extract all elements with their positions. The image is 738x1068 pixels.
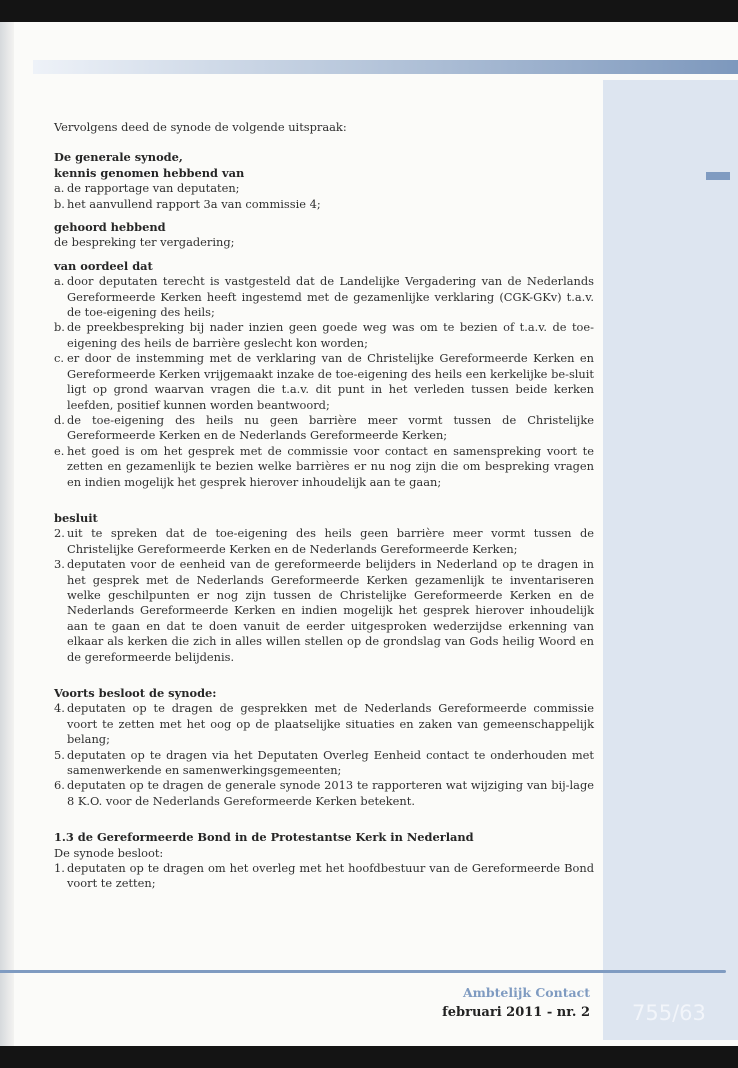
document-body: [54, 120, 594, 892]
list-item: 3. deputaten voor de eenheid van de gereformeerde belijders in Nederland op te dragen in het gesprek met de Nederlands Gereformeerde Kerken gezamenlijk te inventariseren welke geschilpunten er nog zijn tussen de Christelijke Gereformeerde Kerken en de Nederlands Gereformeerde Kerken en indien mogelijk het gesprek hierover inhoudelijk aan te gaan en dat te doen vanuit de eerder uitgesproken wederzijdse erkenning van elkaar als kerken die zich in alles willen stellen op de grondslag van Gods heilig Woord en de gereformeerde belijdenis.: [54, 557, 594, 664]
list-item: 2. uit te spreken dat de toe-eigening des heils geen barrière meer vormt tussen de Christelijke Gereformeerde Kerken en de Nederlands Gereformeerde Kerken;: [54, 526, 594, 556]
gehoord-heading: gehoord hebbend: [54, 220, 166, 235]
right-sidebar-band: [603, 80, 738, 1040]
intro-line: Vervolgens deed de synode de volgende uitspraak:: [54, 120, 347, 134]
section-synode: [54, 150, 594, 212]
list-item: a. door deputaten terecht is vastgesteld dat de Landelijke Vergadering van de Nederlands Gereformeerde Kerken heeft ingestemd met de gezamenlijke verklaring (CGK-GKv) t.a.v. de toe-eigening des heils;: [54, 274, 594, 320]
section-voorts: [54, 686, 594, 809]
publication-title: Ambtelijk Contact: [462, 985, 590, 1000]
document-page: [0, 22, 738, 1046]
section-gehoord: [54, 220, 594, 251]
list-item: b. de preekbespreking bij nader inzien geen goede weg was om te bezien of t.a.v. de toe-eigening des heils de barrière geslecht kon worden;: [54, 320, 594, 350]
list-item: 5. deputaten op te dragen via het Deputaten Overleg Eenheid contact te onderhouden met samenwerkende en samenwerkingsgemeenten;: [54, 747, 594, 778]
voorts-heading: Voorts besloot de synode:: [54, 686, 217, 700]
top-accent-bar: [33, 60, 738, 74]
section-oordeel: [54, 259, 594, 490]
kennis-heading: kennis genomen hebbend van: [54, 165, 245, 180]
list-item: e. het goed is om het gesprek met de commissie voor contact en samenspreking voort te zetten en gezamenlijk te bezien welke barrières er nu nog zijn die om bespreking vragen en indien mogelijk het gesprek hierover inhoudelijk aan te gaan;: [54, 443, 594, 489]
list-item: 6. deputaten op te dragen de generale synode 2013 te rapporteren wat wijziging van bij-lage 8 K.O. voor de Nederlands Gereformeerde Kerken betekent.: [54, 778, 594, 808]
page-number: 755/63: [632, 1001, 706, 1025]
list-item: b. het aanvullend rapport 3a van commissie 4;: [54, 196, 321, 211]
issue-date: februari 2011 - nr. 2: [442, 1005, 590, 1020]
oordeel-heading: van oordeel dat: [54, 258, 153, 273]
synode-heading: De generale synode,: [54, 150, 183, 165]
side-tab-marker: [706, 172, 730, 180]
section-gereformeerde-bond: [54, 830, 594, 892]
list-item: d. de toe-eigening des heils nu geen barrière meer vormt tussen de Christelijke Gereformeerde Kerken en de Nederlands Gereformeerde Kerken;: [54, 412, 594, 443]
list-item: 4. deputaten op te dragen de gesprekken met de Nederlands Gereformeerde commissie voort te zetten met het oog op de plaatselijke situaties en zaken van gemeenschappelijk belang;: [54, 701, 594, 747]
bond-text: De synode besloot:: [54, 845, 164, 860]
bond-heading: 1.3 de Gereformeerde Bond in de Protestantse Kerk in Nederland: [54, 830, 474, 845]
besluit-heading: besluit: [54, 510, 98, 525]
gehoord-text: de bespreking ter vergadering;: [54, 235, 235, 250]
list-item: a. de rapportage van deputaten;: [54, 181, 240, 196]
list-item: 1. deputaten op te dragen om het overleg met het hoofdbestuur van de Gereformeerde Bond voort te zetten;: [54, 861, 594, 891]
section-besluit: [54, 511, 594, 665]
list-item: c. er door de instemming met de verklaring van de Christelijke Gereformeerde Kerken en Gereformeerde Kerken vrijgemaakt inzake de toe-eigening des heils een kerkelijke be-sluit ligt op grond waarvan vragen die t.a.v. dit punt in het verleden tussen beide kerken leefden, positief kunnen worden beantwoord;: [54, 351, 594, 412]
footer-rule: [0, 970, 726, 973]
page-spine-shadow: [0, 22, 14, 1046]
